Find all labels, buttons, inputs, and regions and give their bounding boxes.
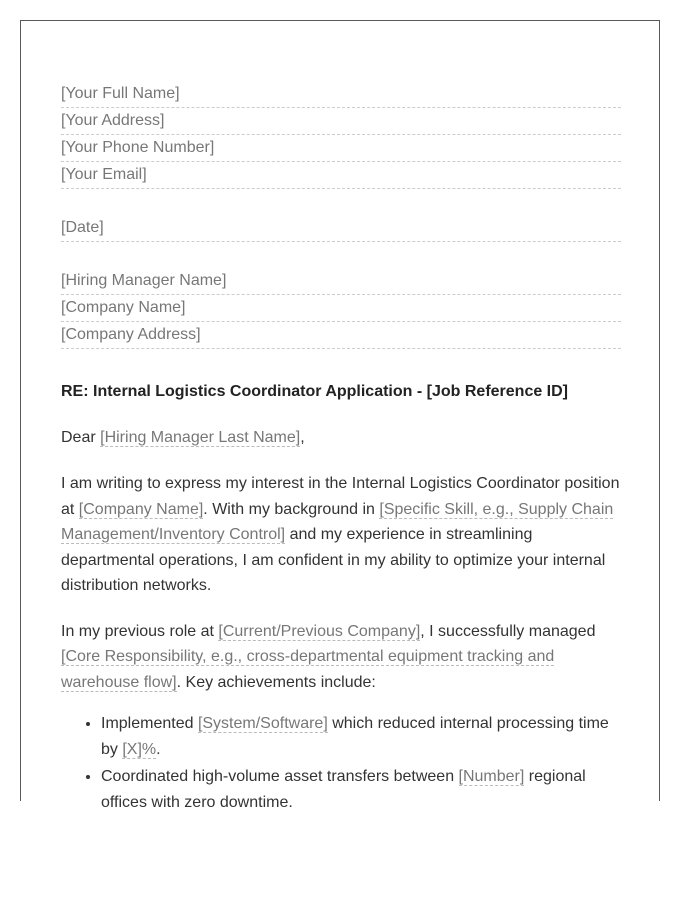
salutation-suffix: , xyxy=(300,429,305,446)
sender-address-field[interactable]: [Your Address] xyxy=(61,108,621,135)
intro-text-2: . With my background in xyxy=(203,500,380,518)
sender-name-field[interactable]: [Your Full Name] xyxy=(61,81,621,108)
experience-paragraph xyxy=(61,619,621,696)
achievement-text: which reduced internal processing time by xyxy=(101,715,609,758)
sender-block xyxy=(61,81,621,189)
intro-text-3: and my experience in streamlining departmental operations, I am confident in my ability to optimize your internal distribution networks. xyxy=(61,526,606,594)
system-software-placeholder[interactable]: [System/Software] xyxy=(197,715,328,732)
recipient-company-field[interactable]: [Company Name] xyxy=(61,295,621,322)
intro-text-1: I am writing to express my interest in the Internal Logistics Coordinator position at xyxy=(61,475,620,518)
intro-paragraph xyxy=(61,471,621,599)
sender-phone-field[interactable]: [Your Phone Number] xyxy=(61,135,621,162)
salutation-prefix: Dear xyxy=(61,429,101,446)
letter-page xyxy=(20,20,660,811)
subject-line: RE: Internal Logistics Coordinator Application - [Job Reference ID] xyxy=(61,383,569,400)
achievement-text: regional offices with zero downtime. xyxy=(101,768,586,811)
recipient-address-field[interactable]: [Company Address] xyxy=(61,322,621,349)
spacer xyxy=(61,189,621,215)
experience-text-1: In my previous role at xyxy=(61,622,219,640)
company-name-placeholder[interactable]: [Company Name] xyxy=(78,500,204,518)
achievement-text: Coordinated high-volume asset transfers between xyxy=(101,768,459,785)
salutation xyxy=(61,425,621,451)
list-item xyxy=(101,764,621,815)
achievement-text: . xyxy=(156,740,161,758)
experience-text-3: . Key achievements include: xyxy=(176,673,376,691)
previous-company-placeholder[interactable]: [Current/Previous Company] xyxy=(218,622,421,640)
sender-email-field[interactable]: [Your Email] xyxy=(61,162,621,189)
specific-skill-placeholder[interactable]: [Specific Skill, e.g., Supply Chain Management/Inventory Control] xyxy=(61,500,614,543)
recipient-block xyxy=(61,268,621,349)
spacer xyxy=(61,242,621,268)
experience-text-2: , I successfully managed xyxy=(420,622,596,640)
recipient-manager-field[interactable]: [Hiring Manager Name] xyxy=(61,268,621,295)
manager-last-name-placeholder[interactable]: [Hiring Manager Last Name] xyxy=(100,429,301,446)
number-placeholder[interactable]: [Number] xyxy=(458,768,525,785)
list-item xyxy=(101,711,621,762)
achievement-text: Implemented xyxy=(101,715,198,732)
letter-content xyxy=(61,81,621,817)
achievements-list xyxy=(61,711,621,815)
percent-placeholder[interactable]: [X]% xyxy=(122,740,157,758)
date-field[interactable]: [Date] xyxy=(61,215,621,242)
core-responsibility-placeholder[interactable]: [Core Responsibility, e.g., cross-departmental equipment tracking and warehouse flow] xyxy=(61,648,555,691)
